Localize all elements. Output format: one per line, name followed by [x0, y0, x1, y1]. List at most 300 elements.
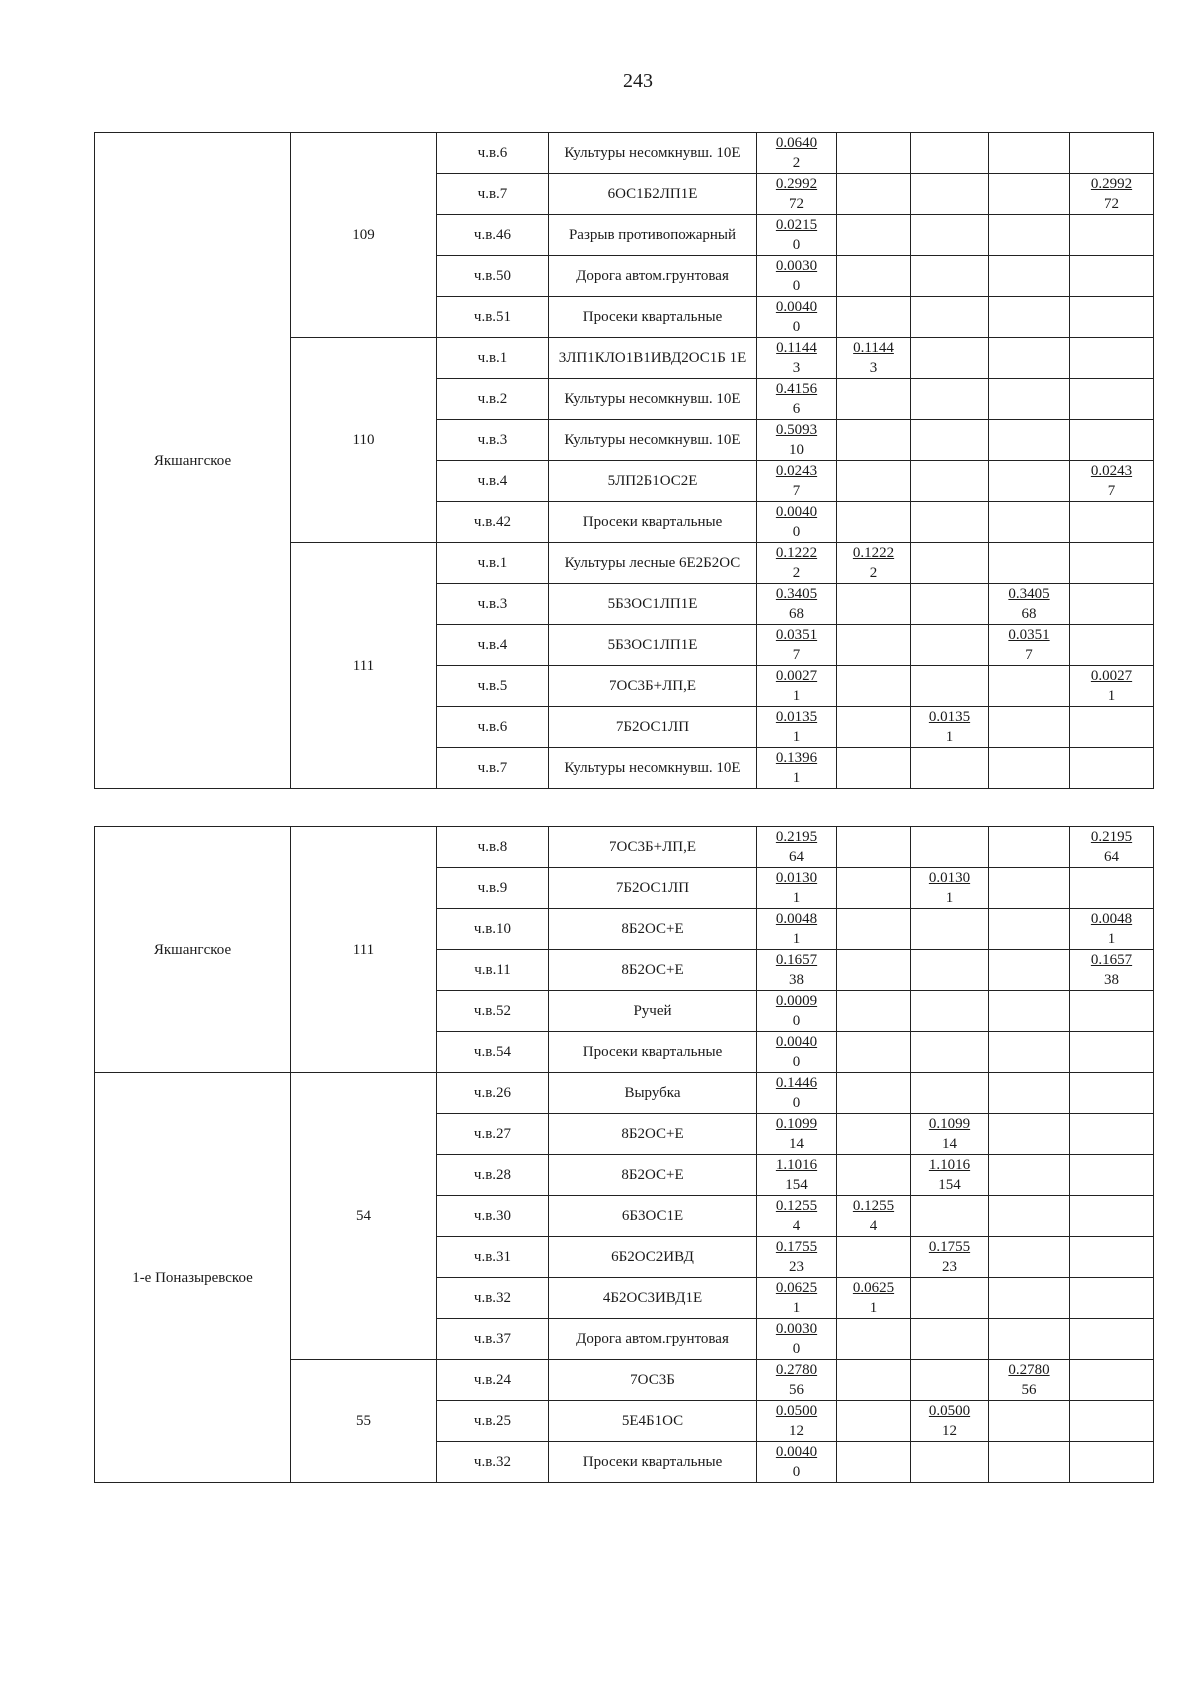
area-cell [1070, 461, 1154, 502]
description-text: Культуры несомкнувш. 10Е [564, 432, 741, 448]
area-fraction [776, 707, 817, 747]
description-text: Культуры несомкнувш. 10Е [564, 145, 741, 161]
area-fraction [776, 666, 817, 706]
area-fraction [776, 256, 817, 296]
area-cell [989, 215, 1070, 256]
area-cell [1070, 420, 1154, 461]
area-count: 68 [789, 606, 804, 622]
area-cell [911, 543, 989, 584]
description-text: 7Б2ОС1ЛП [615, 719, 690, 735]
area-cell [837, 133, 911, 174]
area-cell [757, 1155, 837, 1196]
plot-id: ч.в.4 [437, 625, 549, 666]
area-fraction [1008, 584, 1049, 624]
area-cell [757, 379, 837, 420]
area-count: 68 [1021, 606, 1037, 622]
quarter-number: 55 [291, 1360, 437, 1483]
area-cell [837, 543, 911, 584]
area-cell [837, 1401, 911, 1442]
description-text: 5Е4Б1ОС [621, 1413, 684, 1429]
area-cell [757, 666, 837, 707]
description-text: Просеки квартальные [582, 1454, 723, 1470]
area-value: 0.3405 [1008, 586, 1050, 602]
area-cell [1070, 1237, 1154, 1278]
area-cell [837, 1196, 911, 1237]
area-cell [1070, 1073, 1154, 1114]
plot-id: ч.в.3 [437, 420, 549, 461]
area-fraction [776, 625, 817, 665]
plot-description [549, 420, 757, 461]
plot-id: ч.в.25 [437, 1401, 549, 1442]
area-value: 0.1222 [852, 545, 895, 561]
plot-description [549, 1360, 757, 1401]
area-cell [1070, 991, 1154, 1032]
area-cell [911, 584, 989, 625]
description-text: 5Б3ОС1ЛП1Е [607, 637, 698, 653]
plot-id: ч.в.30 [437, 1196, 549, 1237]
area-count: 1 [945, 890, 954, 906]
area-value: 0.1144 [853, 340, 894, 356]
area-cell [1070, 1278, 1154, 1319]
area-fraction [853, 1196, 894, 1236]
area-count: 4 [869, 1218, 878, 1234]
plot-id: ч.в.1 [437, 543, 549, 584]
plot-id: ч.в.24 [437, 1360, 549, 1401]
area-fraction [1091, 909, 1132, 949]
area-cell [911, 1196, 989, 1237]
area-count: 56 [1021, 1382, 1037, 1398]
area-cell [1070, 1442, 1154, 1483]
area-count: 0 [792, 1341, 801, 1357]
area-cell [757, 1442, 837, 1483]
area-cell [911, 215, 989, 256]
area-fraction [776, 1196, 817, 1236]
area-cell [757, 584, 837, 625]
area-cell [757, 1073, 837, 1114]
area-value: 0.0625 [775, 1280, 818, 1296]
area-cell [837, 174, 911, 215]
area-count: 1 [1107, 931, 1116, 947]
area-value: 0.2195 [1090, 829, 1133, 845]
plot-description [549, 1237, 757, 1278]
plot-description [549, 1319, 757, 1360]
area-cell [911, 666, 989, 707]
plot-description [549, 338, 757, 379]
area-fraction [776, 174, 817, 214]
area-cell [1070, 379, 1154, 420]
area-cell [911, 909, 989, 950]
area-cell [757, 297, 837, 338]
area-value: 0.0040 [775, 299, 818, 315]
area-fraction [776, 1237, 817, 1277]
area-fraction [776, 1114, 817, 1154]
area-value: 0.0030 [775, 1321, 818, 1337]
plot-id: ч.в.9 [437, 868, 549, 909]
area-value: 0.0215 [775, 217, 818, 233]
area-cell [837, 1442, 911, 1483]
area-cell [911, 707, 989, 748]
plot-description [549, 1155, 757, 1196]
area-cell [911, 748, 989, 789]
area-count: 0 [792, 1095, 801, 1111]
area-count: 38 [789, 972, 804, 988]
area-cell [757, 338, 837, 379]
area-cell [1070, 666, 1154, 707]
area-value: 0.1255 [775, 1198, 818, 1214]
area-cell [989, 991, 1070, 1032]
area-cell [1070, 909, 1154, 950]
area-value: 0.1255 [852, 1198, 895, 1214]
area-cell [757, 1114, 837, 1155]
area-cell [757, 133, 837, 174]
description-text: Вырубка [624, 1085, 681, 1101]
area-cell [1070, 543, 1154, 584]
area-fraction [776, 827, 817, 867]
area-cell [989, 1114, 1070, 1155]
area-fraction [929, 1237, 970, 1277]
area-fraction [776, 1278, 817, 1318]
area-count: 72 [789, 196, 804, 212]
area-cell [837, 1073, 911, 1114]
description-text: 6Б2ОС2ИВД [611, 1249, 694, 1265]
plot-id: ч.в.6 [437, 707, 549, 748]
plot-id: ч.в.50 [437, 256, 549, 297]
area-cell [757, 991, 837, 1032]
area-cell [911, 420, 989, 461]
area-value: 0.0048 [775, 911, 818, 927]
area-value: 0.0640 [775, 135, 818, 151]
area-cell [837, 1237, 911, 1278]
area-value: 0.0040 [775, 504, 818, 520]
area-value: 0.2992 [775, 176, 818, 192]
area-cell [911, 338, 989, 379]
description-text: Разрыв противопожарный [568, 227, 737, 243]
area-cell [989, 1319, 1070, 1360]
plot-id: ч.в.32 [437, 1442, 549, 1483]
area-count: 38 [1104, 972, 1119, 988]
area-value: 0.0351 [775, 627, 818, 643]
area-cell [989, 1360, 1070, 1401]
area-cell [1070, 1319, 1154, 1360]
plot-description [549, 1032, 757, 1073]
area-value: 0.1099 [928, 1116, 971, 1132]
plot-description [549, 379, 757, 420]
area-count: 154 [785, 1177, 808, 1193]
area-value: 0.1144 [776, 340, 817, 356]
description-text: Культуры лесные 6Е2Б2ОС [564, 555, 741, 571]
area-value: 1.1016 [775, 1157, 818, 1173]
area-cell [757, 543, 837, 584]
plot-id: ч.в.1 [437, 338, 549, 379]
area-value: 0.0135 [928, 709, 971, 725]
area-fraction [776, 1155, 817, 1195]
area-cell [837, 420, 911, 461]
area-cell [837, 1114, 911, 1155]
area-value: 0.0030 [775, 258, 818, 274]
description-text: 7ОС3Б [630, 1372, 675, 1388]
plot-description [549, 1114, 757, 1155]
area-cell [989, 379, 1070, 420]
area-value: 0.0040 [775, 1034, 818, 1050]
area-value: 0.1446 [775, 1075, 818, 1091]
area-count: 12 [942, 1423, 957, 1439]
area-fraction [929, 1401, 970, 1441]
area-cell [1070, 1032, 1154, 1073]
area-value: 0.0500 [775, 1403, 818, 1419]
area-value: 0.2780 [1008, 1362, 1050, 1378]
description-text: Ручей [633, 1003, 672, 1019]
area-cell [1070, 215, 1154, 256]
area-count: 23 [789, 1259, 804, 1275]
area-fraction [1091, 666, 1132, 706]
area-cell [989, 868, 1070, 909]
area-fraction [776, 909, 817, 949]
area-count: 1 [869, 1300, 878, 1316]
area-cell [911, 1032, 989, 1073]
area-value: 0.1657 [1090, 952, 1133, 968]
area-value: 0.0027 [775, 668, 818, 684]
area-cell [837, 379, 911, 420]
area-count: 0 [792, 1013, 801, 1029]
area-cell [989, 1237, 1070, 1278]
area-cell [911, 1114, 989, 1155]
area-cell [1070, 297, 1154, 338]
area-value: 0.0048 [1090, 911, 1133, 927]
area-value: 0.0351 [1008, 627, 1050, 643]
area-fraction [776, 584, 817, 624]
area-cell [837, 991, 911, 1032]
area-cell [837, 1032, 911, 1073]
area-cell [911, 1237, 989, 1278]
area-cell [757, 174, 837, 215]
area-count: 7 [1025, 647, 1033, 663]
area-cell [837, 215, 911, 256]
plot-id: ч.в.42 [437, 502, 549, 543]
area-cell [837, 827, 911, 868]
area-cell [1070, 868, 1154, 909]
area-cell [989, 543, 1070, 584]
area-fraction [929, 868, 970, 908]
area-value: 0.0135 [775, 709, 818, 725]
description-text: Просеки квартальные [582, 1044, 723, 1060]
plot-id: ч.в.27 [437, 1114, 549, 1155]
district-name: 1-е Поназыревское [95, 1073, 291, 1483]
area-count: 1 [1107, 688, 1116, 704]
area-cell [837, 909, 911, 950]
page-number: 243 [623, 70, 653, 92]
area-count: 1 [792, 1300, 801, 1316]
plot-description [549, 748, 757, 789]
area-fraction [776, 133, 817, 173]
description-text: Культуры несомкнувш. 10Е [564, 391, 741, 407]
area-cell [989, 584, 1070, 625]
area-cell [911, 502, 989, 543]
area-count: 1 [792, 890, 801, 906]
district-name: Якшангское [95, 827, 291, 1073]
area-value: 0.0130 [928, 870, 971, 886]
plot-id: ч.в.28 [437, 1155, 549, 1196]
area-cell [989, 1155, 1070, 1196]
area-cell [911, 174, 989, 215]
plot-description [549, 909, 757, 950]
area-cell [757, 256, 837, 297]
area-cell [1070, 950, 1154, 991]
area-cell [837, 748, 911, 789]
area-cell [757, 1032, 837, 1073]
plot-description [549, 174, 757, 215]
area-cell [989, 909, 1070, 950]
quarter-number: 109 [291, 133, 437, 338]
area-cell [757, 1278, 837, 1319]
plot-description [549, 827, 757, 868]
area-count: 7 [1107, 483, 1116, 499]
area-cell [989, 1073, 1070, 1114]
area-count: 10 [789, 442, 804, 458]
description-text: 4Б2ОС3ИВД1Е [602, 1290, 703, 1306]
area-cell [1070, 584, 1154, 625]
area-value: 0.3405 [775, 586, 818, 602]
area-fraction [776, 1032, 817, 1072]
area-cell [989, 1032, 1070, 1073]
area-count: 64 [789, 849, 804, 865]
area-cell [837, 584, 911, 625]
area-cell [989, 1278, 1070, 1319]
quarter-number: 110 [291, 338, 437, 543]
area-fraction [1008, 1360, 1049, 1400]
area-fraction [776, 1442, 817, 1482]
forest-plots-table-1 [94, 132, 1154, 789]
area-cell [911, 950, 989, 991]
description-text: 7Б2ОС1ЛП [615, 880, 690, 896]
description-text: Просеки квартальные [582, 309, 723, 325]
area-cell [911, 625, 989, 666]
area-count: 56 [789, 1382, 804, 1398]
area-count: 0 [792, 524, 801, 540]
description-text: 7ОС3Б+ЛП,Е [608, 678, 696, 694]
area-count: 1 [792, 688, 801, 704]
description-text: 3ЛП1КЛО1В1ИВД2ОС1Б 1Е [558, 350, 747, 366]
area-cell [989, 666, 1070, 707]
plot-description [549, 215, 757, 256]
area-cell [989, 256, 1070, 297]
area-count: 0 [792, 1054, 801, 1070]
area-cell [1070, 625, 1154, 666]
plot-description [549, 1442, 757, 1483]
area-cell [911, 991, 989, 1032]
area-cell [989, 707, 1070, 748]
area-fraction [776, 1360, 817, 1400]
plot-description [549, 1278, 757, 1319]
quarter-number: 111 [291, 827, 437, 1073]
area-value: 0.0027 [1090, 668, 1133, 684]
area-cell [911, 868, 989, 909]
description-text: Культуры несомкнувш. 10Е [564, 760, 741, 776]
area-cell [757, 1401, 837, 1442]
area-cell [1070, 502, 1154, 543]
area-count: 0 [792, 319, 801, 335]
district-name: Якшангское [95, 133, 291, 789]
area-fraction [776, 1319, 817, 1359]
area-fraction [776, 543, 817, 583]
plot-description [549, 625, 757, 666]
plot-description [549, 543, 757, 584]
area-value: 0.1755 [775, 1239, 818, 1255]
area-value: 0.0243 [775, 463, 818, 479]
area-cell [911, 1278, 989, 1319]
area-cell [837, 1360, 911, 1401]
area-cell [757, 215, 837, 256]
area-fraction [776, 502, 817, 542]
area-fraction [853, 338, 894, 378]
area-cell [757, 420, 837, 461]
area-cell [757, 502, 837, 543]
area-count: 0 [792, 278, 801, 294]
area-cell [1070, 256, 1154, 297]
area-fraction [1091, 461, 1132, 501]
plot-id: ч.в.10 [437, 909, 549, 950]
area-value: 0.5093 [775, 422, 818, 438]
area-cell [911, 1442, 989, 1483]
area-cell [911, 1401, 989, 1442]
plot-id: ч.в.52 [437, 991, 549, 1032]
area-count: 2 [792, 155, 801, 171]
area-cell [837, 1155, 911, 1196]
area-value: 0.2195 [775, 829, 818, 845]
plot-description [549, 461, 757, 502]
area-cell [989, 338, 1070, 379]
area-fraction [929, 1155, 970, 1195]
area-cell [757, 748, 837, 789]
plot-description [549, 666, 757, 707]
area-cell [989, 1196, 1070, 1237]
area-cell [989, 1401, 1070, 1442]
area-value: 0.1657 [775, 952, 818, 968]
area-cell [757, 707, 837, 748]
area-count: 14 [789, 1136, 804, 1152]
area-value: 0.2992 [1090, 176, 1133, 192]
area-fraction [776, 379, 817, 419]
plot-description [549, 991, 757, 1032]
area-cell [1070, 174, 1154, 215]
area-count: 3 [869, 360, 878, 376]
quarter-number: 111 [291, 543, 437, 789]
area-cell [911, 1073, 989, 1114]
description-text: Просеки квартальные [582, 514, 723, 530]
area-count: 0 [792, 1464, 801, 1480]
description-text: 8Б2ОС+Е [621, 1126, 684, 1142]
area-fraction [776, 991, 817, 1031]
area-cell [757, 461, 837, 502]
table-row [95, 1073, 1154, 1114]
quarter-number: 54 [291, 1073, 437, 1360]
area-cell [757, 1319, 837, 1360]
area-cell [757, 909, 837, 950]
plot-description [549, 133, 757, 174]
area-cell [757, 625, 837, 666]
area-count: 1 [792, 770, 801, 786]
area-fraction [776, 297, 817, 337]
plot-id: ч.в.32 [437, 1278, 549, 1319]
area-cell [1070, 1401, 1154, 1442]
area-cell [1070, 133, 1154, 174]
plot-description [549, 584, 757, 625]
area-cell [837, 502, 911, 543]
area-cell [837, 707, 911, 748]
area-count: 6 [792, 401, 801, 417]
area-cell [837, 297, 911, 338]
description-text: 7ОС3Б+ЛП,Е [608, 839, 696, 855]
area-cell [757, 827, 837, 868]
